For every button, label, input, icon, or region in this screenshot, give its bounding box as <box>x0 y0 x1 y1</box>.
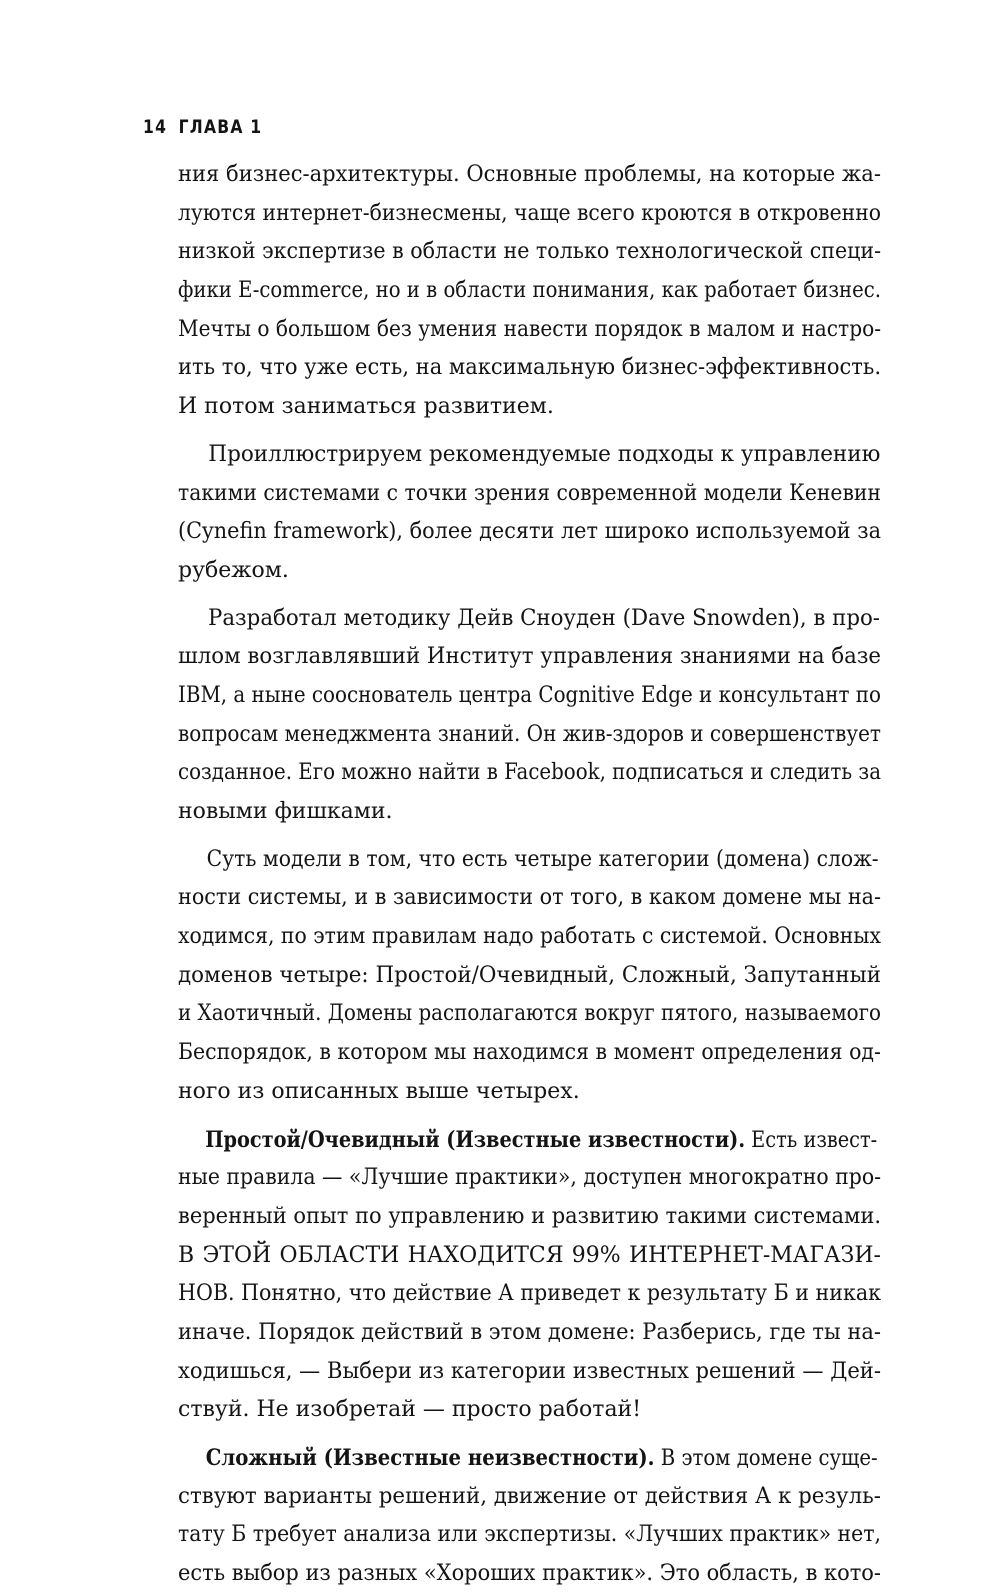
text-line: луются интернет-бизнесмены, чаще всего кроются в откровенно <box>178 200 882 226</box>
text-line: иначе. Порядок действий в этом домене: Разберись, где ты на- <box>178 1319 882 1345</box>
text-run: В этом домене суще- <box>654 1446 878 1471</box>
paragraph <box>178 1439 881 1594</box>
body-text <box>178 156 881 1594</box>
chapter-title: ГЛАВА 1 <box>178 116 263 138</box>
page-number: 14 <box>143 116 168 138</box>
text-line: есть выбор из разных «Хороших практик». Это область, в кото- <box>178 1561 881 1587</box>
term-heading: Сложный (Известные неизвестности). <box>205 1445 655 1471</box>
paragraph <box>178 156 881 427</box>
text-line: фики E-commerce, но и в области понимания, как работает бизнес. <box>178 278 882 304</box>
text-line: IBM, а ныне сооснователь центра Cognitive Edge и консультант по <box>178 682 881 708</box>
text-line: низкой экспертизе в области не только технологической специ- <box>178 239 882 265</box>
text-line: (Cynefin framework), более десяти лет широко используемой за <box>178 519 881 545</box>
text-line: ходишься, — Выбери из категории известных решений — Дей- <box>178 1358 881 1384</box>
running-head <box>143 116 262 138</box>
text-line: ходимся, по этим правилам надо работать с системой. Основных <box>178 924 881 950</box>
text-line: ного из описанных выше четырех. <box>178 1078 580 1104</box>
text-line: ности системы, и в зависимости от того, в каком домене мы на- <box>178 885 882 911</box>
paragraph <box>178 1121 881 1431</box>
text-line: ствуют варианты решений, движение от действия А к резуль- <box>178 1483 882 1509</box>
text-line: В ЭТОЙ ОБЛАСТИ НАХОДИТСЯ 99% ИНТЕРНЕТ-МАГАЗИ- <box>178 1242 881 1268</box>
text-line: И потом заниматься развитием. <box>178 394 554 420</box>
paragraph <box>178 841 881 1112</box>
text-line: вопросам менеджмента знаний. Он жив-здоров и совершенствует <box>178 721 881 747</box>
text-line: созданное. Его можно найти в Facebook, подписаться и следить за <box>178 760 882 786</box>
text-line: Мечты о большом без умения навести порядок в малом и настро- <box>178 316 882 342</box>
text-line: Беспорядок, в котором мы находимся в момент определения од- <box>178 1040 881 1066</box>
text-line: такими системами с точки зрения современной модели Кеневин <box>178 480 881 506</box>
text-line: НОВ. Понятно, что действие А приведет к результату Б и никак <box>178 1281 882 1307</box>
text-line: Проиллюстрируем рекомендуемые подходы к управлению <box>208 441 881 467</box>
text-run: Есть извест- <box>745 1127 878 1153</box>
term-heading: Простой/Очевидный (Известные известности). <box>205 1126 746 1153</box>
text-line: и Хаотичный. Домены располагаются вокруг пятого, называемого <box>178 1001 881 1027</box>
text-line <box>178 1121 904 1160</box>
text-line: ствуй. Не изобретай — просто работай! <box>178 1397 642 1423</box>
text-line: Суть модели в том, что есть четыре категории (домена) слож- <box>206 846 879 872</box>
text-line: рубежом. <box>178 557 289 583</box>
text-line <box>178 1439 905 1478</box>
text-line: веренный опыт по управлению и развитию такими системами. <box>178 1203 882 1229</box>
text-line: ния бизнес-архитектуры. Основные проблемы, на которые жа- <box>178 162 881 187</box>
text-line: доменов четыре: Простой/Очевидный, Сложный, Запутанный <box>178 962 881 988</box>
text-line: Разработал методику Дейв Сноуден (Dave Snowden), в про- <box>208 605 880 631</box>
text-line: тату Б требует анализа или экспертизы. «Лучших практик» нет, <box>178 1522 882 1548</box>
text-line: шлом возглавлявший Институт управления знаниями на базе <box>178 644 882 670</box>
paragraph <box>178 600 881 832</box>
text-line: ные правила — «Лучшие практики», доступен многократно про- <box>178 1165 882 1191</box>
text-line: новыми фишками. <box>178 799 393 824</box>
text-line: ить то, что уже есть, на максимальную бизнес-эффективность. <box>178 355 881 381</box>
paragraph <box>178 436 881 591</box>
